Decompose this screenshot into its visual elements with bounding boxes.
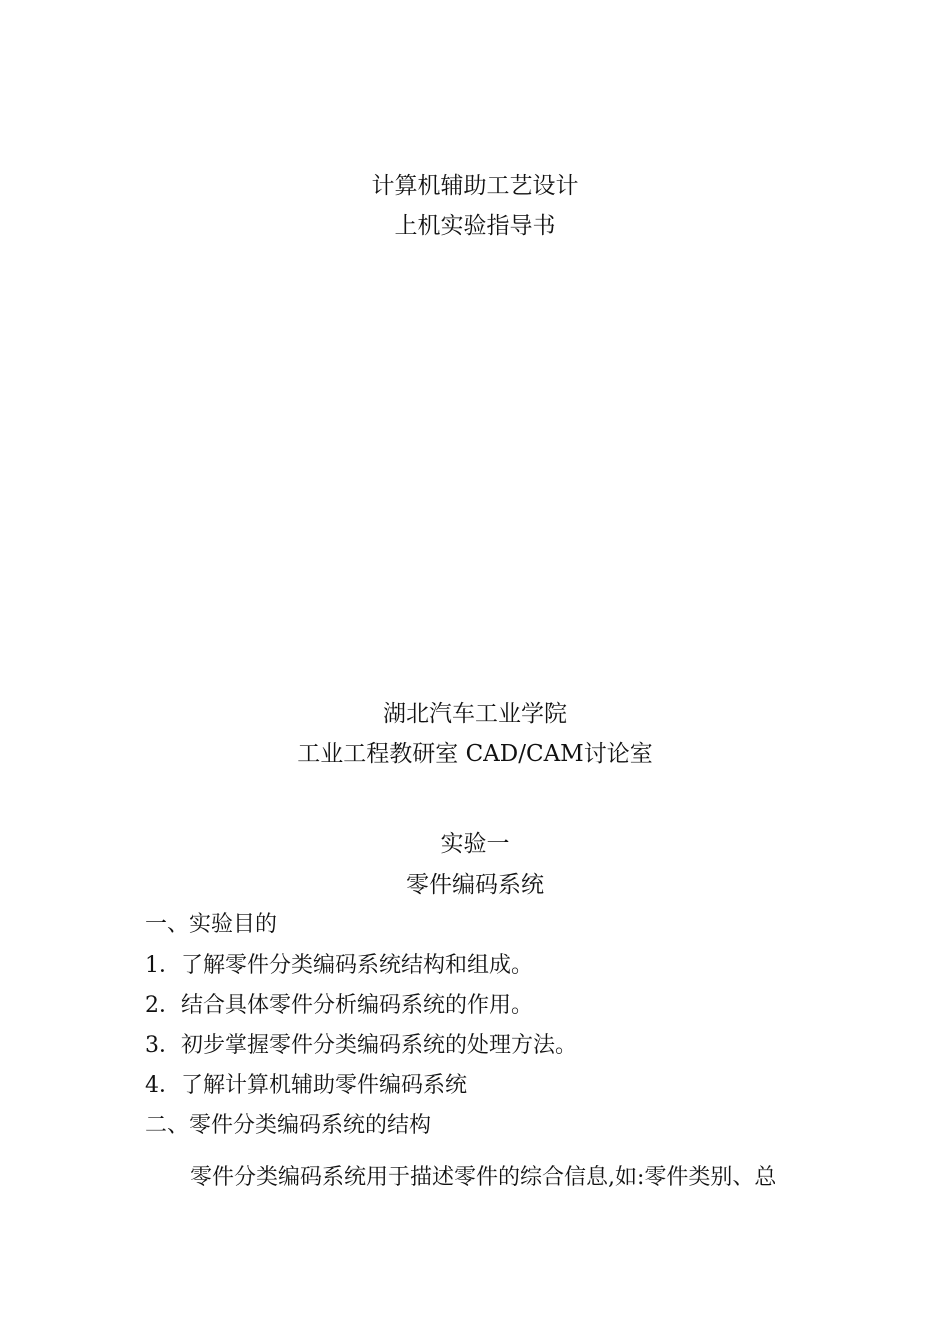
section-heading-objectives: 一、实验目的 (145, 912, 278, 937)
list-item: 1．了解零件分类编码系统结构和组成。 (145, 953, 533, 978)
experiment-title: 零件编码系统 (406, 872, 544, 898)
list-item: 2．结合具体零件分析编码系统的作用。 (145, 993, 533, 1018)
list-item: 4．了解计算机辅助零件编码系统 (145, 1073, 467, 1098)
document-subtitle: 上机实验指导书 (394, 213, 556, 239)
list-item: 3．初步掌握零件分类编码系统的处理方法。 (145, 1033, 577, 1058)
experiment-heading: 实验一 (440, 831, 510, 857)
institution-name: 湖北汽车工业学院 (383, 701, 567, 727)
body-paragraph: 零件分类编码系统用于描述零件的综合信息,如:零件类别、总 (190, 1165, 777, 1190)
document-title: 计算机辅助工艺设计 (371, 173, 579, 199)
section-heading-structure: 二、零件分类编码系统的结构 (145, 1113, 432, 1138)
department-name: 工业工程教研室 CAD/CAM讨论室 (297, 741, 653, 767)
